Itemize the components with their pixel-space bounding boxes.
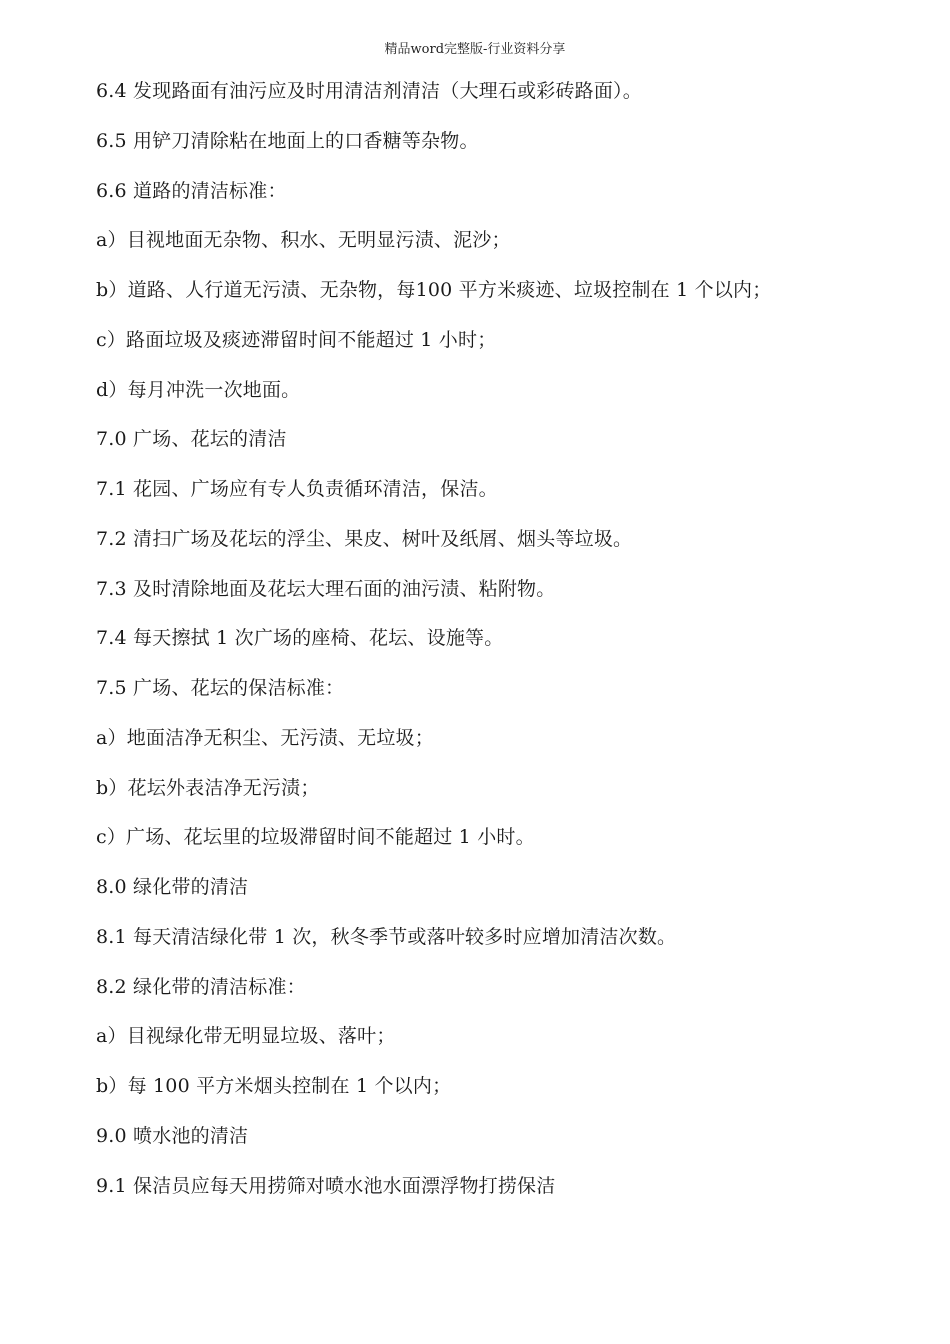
section-heading: 7.0 广场、花坛的清洁: [96, 428, 287, 451]
text-line: 7.1 花园、广场应有专人负责循环清洁，保洁。: [96, 478, 498, 500]
section-heading: 8.0 绿化带的清洁: [96, 876, 249, 898]
text-line: 9.1 保洁员应每天用捞筛对喷水池水面漂浮物打捞保洁: [96, 1174, 556, 1197]
text-line: b）花坛外表洁净无污渍；: [96, 776, 320, 799]
text-line: 6.5 用铲刀清除粘在地面上的口香糖等杂物。: [96, 129, 479, 152]
text-line: 7.2 清扫广场及花坛的浮尘、果皮、树叶及纸屑、烟头等垃圾。: [96, 527, 633, 550]
text-line: d）每月冲洗一次地面。: [96, 378, 301, 401]
text-line: a）目视地面无杂物、积水、无明显污渍、泥沙；: [96, 229, 511, 252]
text-line: 8.2 绿化带的清洁标准：: [96, 975, 306, 998]
text-line: 7.4 每天擦拭 1 次广场的座椅、花坛、设施等。: [96, 627, 504, 650]
page-header: 精品word完整版-行业资料分享: [384, 42, 566, 57]
text-line: a）地面洁净无积尘、无污渍、无垃圾；: [96, 726, 434, 749]
document-body: [96, 73, 916, 1217]
text-line: 8.1 每天清洁绿化带 1 次，秋冬季节或落叶较多时应增加清洁次数。: [96, 925, 677, 948]
text-line: 6.6 道路的清洁标准：: [96, 179, 287, 202]
text-line: b）道路、人行道无污渍、无杂物，每100 平方米痰迹、垃圾控制在 1 个以内；: [96, 279, 772, 301]
section-heading: 9.0 喷水池的清洁: [96, 1124, 249, 1147]
text-line: c）路面垃圾及痰迹滞留时间不能超过 1 小时；: [96, 328, 497, 351]
text-line: b）每 100 平方米烟头控制在 1 个以内；: [96, 1075, 452, 1097]
text-line: 7.5 广场、花坛的保洁标准：: [96, 677, 345, 699]
text-line: c）广场、花坛里的垃圾滞留时间不能超过 1 小时。: [96, 826, 535, 849]
text-line: 6.4 发现路面有油污应及时用清洁剂清洁（大理石或彩砖路面）。: [96, 80, 642, 102]
text-line: a）目视绿化带无明显垃圾、落叶；: [96, 1025, 396, 1048]
text-line: 7.3 及时清除地面及花坛大理石面的油污渍、粘附物。: [96, 577, 556, 600]
